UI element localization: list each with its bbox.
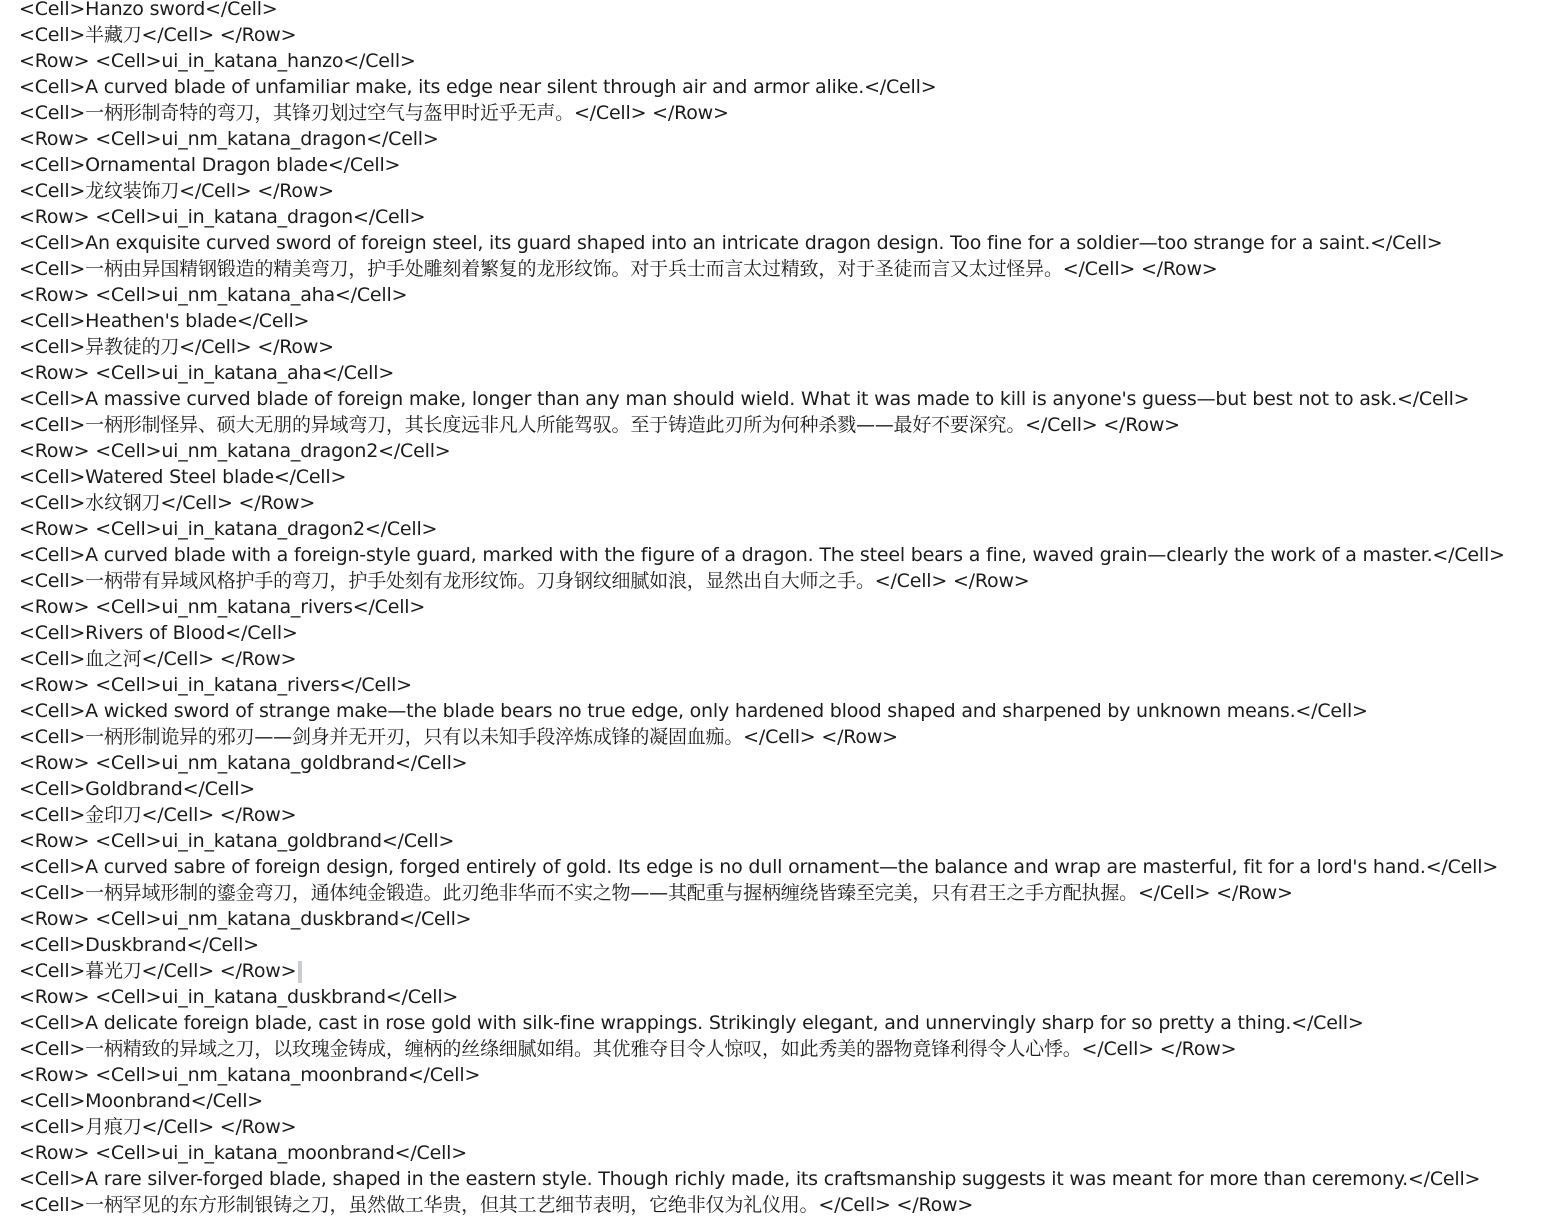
text-line-37[interactable]: <Cell>Duskbrand</Cell> — [19, 934, 259, 956]
text-line-41[interactable]: <Cell>一柄精致的异域之刀，以玫瑰金铸成，缠柄的丝绦细腻如绢。其优雅夺目令人惊叹，如此秀美的器物竟锋利得令人心悸。</Cell> </Row> — [19, 1038, 1237, 1060]
text-line-38-with-caret[interactable] — [19, 958, 1505, 984]
text-line-18[interactable]: <Row> <Cell>ui_nm_katana_dragon2</Cell> — [19, 440, 451, 462]
text-line-10[interactable]: <Cell>An exquisite curved sword of foreign steel, its guard shaped into an intricate dragon design. Too fine for a soldier—too strange for a saint.</Cell> — [19, 232, 1443, 254]
text-line-3[interactable]: <Row> <Cell>ui_in_katana_hanzo</Cell> — [19, 50, 416, 72]
text-line-12[interactable]: <Row> <Cell>ui_nm_katana_aha</Cell> — [19, 284, 408, 306]
text-line-24[interactable]: <Row> <Cell>ui_nm_katana_rivers</Cell> — [19, 596, 426, 618]
text-line-9[interactable]: <Row> <Cell>ui_in_katana_dragon</Cell> — [19, 206, 426, 228]
text-line-8[interactable]: <Cell>龙纹装饰刀</Cell> </Row> — [19, 180, 334, 202]
text-caret — [298, 961, 302, 983]
text-line-14[interactable]: <Cell>异教徒的刀</Cell> </Row> — [19, 336, 334, 358]
text-line-47[interactable]: <Cell>一柄罕见的东方形制银铸之刀，虽然做工华贵，但其工艺细节表明，它绝非仅为礼仪用。</Cell> </Row> — [19, 1194, 974, 1216]
text-line-38[interactable]: <Cell>暮光刀</Cell> </Row> — [19, 960, 297, 982]
text-line-16[interactable]: <Cell>A massive curved blade of foreign make, longer than any man should wield. What it was made to kill is anyone's guess—but best not to ask.</Cell> — [19, 388, 1470, 410]
text-line-30[interactable]: <Row> <Cell>ui_nm_katana_goldbrand</Cell> — [19, 752, 468, 774]
text-line-31[interactable]: <Cell>Goldbrand</Cell> — [19, 778, 256, 800]
text-line-45[interactable]: <Row> <Cell>ui_in_katana_moonbrand</Cell> — [19, 1142, 467, 1164]
text-line-44[interactable]: <Cell>月痕刀</Cell> </Row> — [19, 1116, 297, 1138]
text-line-7[interactable]: <Cell>Ornamental Dragon blade</Cell> — [19, 154, 401, 176]
text-line-20[interactable]: <Cell>水纹钢刀</Cell> </Row> — [19, 492, 316, 514]
text-line-35[interactable]: <Cell>一柄异域形制的鎏金弯刀，通体纯金锻造。此刃绝非华而不实之物——其配重与握柄缠绕皆臻至完美，只有君王之手方配执握。</Cell> </Row> — [19, 882, 1293, 904]
text-line-19[interactable]: <Cell>Watered Steel blade</Cell> — [19, 466, 347, 488]
text-line-22[interactable]: <Cell>A curved blade with a foreign-style guard, marked with the figure of a dragon. The steel bears a fine, waved grain—clearly the work of a master.</Cell> — [19, 544, 1505, 566]
text-line-28[interactable]: <Cell>A wicked sword of strange make—the blade bears no true edge, only hardened blood shaped and sharpened by unknown means.</Cell> — [19, 700, 1368, 722]
text-line-21[interactable]: <Row> <Cell>ui_in_katana_dragon2</Cell> — [19, 518, 438, 540]
text-lines — [19, 0, 1505, 1217]
text-line-40[interactable]: <Cell>A delicate foreign blade, cast in rose gold with silk-fine wrappings. Strikingly elegant, and unnervingly sharp for so pretty a thing.</Cell> — [19, 1012, 1364, 1034]
text-line-2[interactable]: <Cell>半藏刀</Cell> </Row> — [19, 24, 297, 46]
text-line-36[interactable]: <Row> <Cell>ui_nm_katana_duskbrand</Cell> — [19, 908, 472, 930]
text-line-29[interactable]: <Cell>一柄形制诡异的邪刃——剑身并无开刃，只有以未知手段淬炼成锋的凝固血痂。</Cell> </Row> — [19, 726, 898, 748]
text-line-32[interactable]: <Cell>金印刀</Cell> </Row> — [19, 804, 297, 826]
text-line-5[interactable]: <Cell>一柄形制奇特的弯刀，其锋刃划过空气与盔甲时近乎无声。</Cell> </Row> — [19, 102, 729, 124]
text-line-17[interactable]: <Cell>一柄形制怪异、硕大无朋的异域弯刀，其长度远非凡人所能驾驭。至于铸造此刃所为何种杀戮——最好不要深究。</Cell> </Row> — [19, 414, 1180, 436]
text-line-25[interactable]: <Cell>Rivers of Blood</Cell> — [19, 622, 298, 644]
text-line-6[interactable]: <Row> <Cell>ui_nm_katana_dragon</Cell> — [19, 128, 439, 150]
text-line-42[interactable]: <Row> <Cell>ui_nm_katana_moonbrand</Cell> — [19, 1064, 481, 1086]
text-line-27[interactable]: <Row> <Cell>ui_in_katana_rivers</Cell> — [19, 674, 412, 696]
text-line-26[interactable]: <Cell>血之河</Cell> </Row> — [19, 648, 297, 670]
text-line-46[interactable]: <Cell>A rare silver-forged blade, shaped in the eastern style. Though richly made, its craftsmanship suggests it was meant for more than ceremony.</Cell> — [19, 1168, 1481, 1190]
text-line-34[interactable]: <Cell>A curved sabre of foreign design, forged entirely of gold. Its edge is no dull ornament—the balance and wrap are masterful, fit for a lord's hand.</Cell> — [19, 856, 1499, 878]
text-line-1[interactable]: <Cell>Hanzo sword</Cell> — [19, 0, 278, 20]
text-line-39[interactable]: <Row> <Cell>ui_in_katana_duskbrand</Cell> — [19, 986, 459, 1008]
text-line-13[interactable]: <Cell>Heathen's blade</Cell> — [19, 310, 310, 332]
text-line-23[interactable]: <Cell>一柄带有异域风格护手的弯刀，护手处刻有龙形纹饰。刀身钢纹细腻如浪，显然出自大师之手。</Cell> </Row> — [19, 570, 1030, 592]
text-line-43[interactable]: <Cell>Moonbrand</Cell> — [19, 1090, 264, 1112]
text-line-4[interactable]: <Cell>A curved blade of unfamiliar make, its edge near silent through air and armor alike.</Cell> — [19, 76, 937, 98]
text-line-11[interactable]: <Cell>一柄由异国精钢锻造的精美弯刀，护手处雕刻着繁复的龙形纹饰。对于兵士而言太过精致，对于圣徒而言又太过怪异。</Cell> </Row> — [19, 258, 1218, 280]
text-line-33[interactable]: <Row> <Cell>ui_in_katana_goldbrand</Cell> — [19, 830, 455, 852]
text-line-15[interactable]: <Row> <Cell>ui_in_katana_aha</Cell> — [19, 362, 395, 384]
